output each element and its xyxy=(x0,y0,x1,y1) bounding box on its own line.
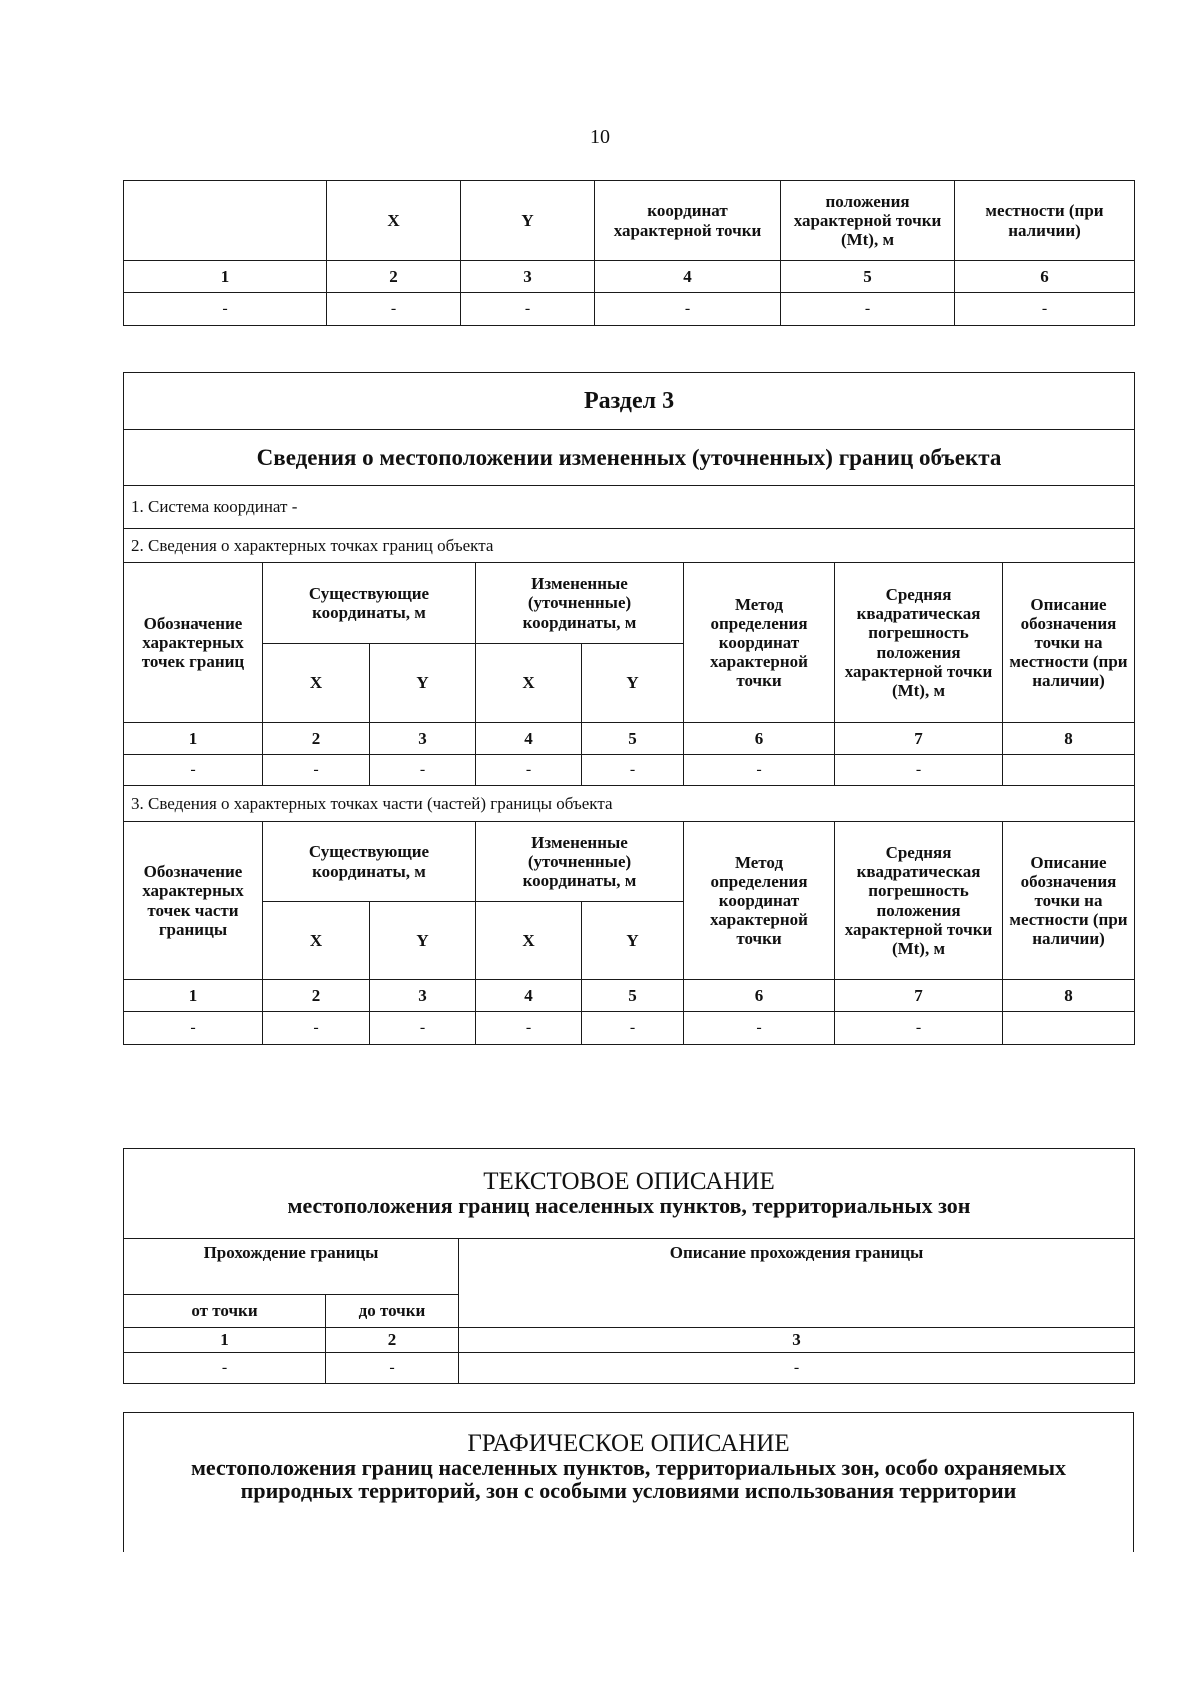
header-cell: положения характерной точки (Mt), м xyxy=(781,181,955,261)
table-cell xyxy=(1003,1012,1135,1045)
header-y: Y xyxy=(582,902,684,980)
header-changed-coordinates: Измененные (уточненные) координаты, м xyxy=(476,822,684,902)
table-cell: - xyxy=(684,1012,835,1045)
table-cell: - xyxy=(835,755,1003,786)
table-number-row xyxy=(124,980,1135,1012)
number-cell: 4 xyxy=(476,723,582,755)
table-row xyxy=(124,1353,1135,1384)
header-x: X xyxy=(263,644,370,723)
table-header-row xyxy=(124,181,1135,261)
header-x: X xyxy=(476,902,582,980)
header-y: Y xyxy=(370,644,476,723)
number-cell: 3 xyxy=(459,1328,1135,1353)
table-cell: - xyxy=(327,293,461,326)
number-cell: 4 xyxy=(476,980,582,1012)
header-description: Описание обозначения точки на местности (при наличии) xyxy=(1003,563,1135,723)
header-method: Метод определения координат характерной точки xyxy=(684,563,835,723)
header-designation: Обозначение характерных точек границ xyxy=(124,563,263,723)
number-cell: 2 xyxy=(263,723,370,755)
table-cell: - xyxy=(781,293,955,326)
header-existing-coordinates: Существующие координаты, м xyxy=(263,563,476,644)
table-cell: - xyxy=(326,1353,459,1384)
header-method: Метод определения координат характерной точки xyxy=(684,822,835,980)
table-cell: - xyxy=(124,293,327,326)
table-header-row xyxy=(124,822,1135,902)
table-cell: - xyxy=(835,1012,1003,1045)
number-cell: 1 xyxy=(124,1328,326,1353)
header-changed-coordinates: Измененные (уточненные) координаты, м xyxy=(476,563,684,644)
table-cell: - xyxy=(595,293,781,326)
number-cell: 2 xyxy=(263,980,370,1012)
number-cell: 1 xyxy=(124,980,263,1012)
header-existing-coordinates: Существующие координаты, м xyxy=(263,822,476,902)
text-description-table xyxy=(123,1148,1135,1384)
header-passage-description: Описание прохождения границы xyxy=(459,1239,1135,1328)
number-cell: 3 xyxy=(370,723,476,755)
header-cell: X xyxy=(327,181,461,261)
table-cell: - xyxy=(461,293,595,326)
graphic-description-box xyxy=(123,1412,1134,1552)
table-cell: - xyxy=(124,1012,263,1045)
header-error: Средняя квадратическая погрешность положения характерной точки (Mt), м xyxy=(835,822,1003,980)
number-cell: 5 xyxy=(582,980,684,1012)
table-cell: - xyxy=(582,1012,684,1045)
number-cell: 1 xyxy=(124,723,263,755)
table-cell: - xyxy=(582,755,684,786)
header-cell: местности (при наличии) xyxy=(955,181,1135,261)
table-row xyxy=(124,755,1135,786)
table-cell: - xyxy=(263,755,370,786)
header-y: Y xyxy=(370,902,476,980)
boundary-part-points-label: 3. Сведения о характерных точках части (частей) границы объекта xyxy=(124,786,1135,822)
number-cell: 5 xyxy=(781,261,955,293)
table-cell: - xyxy=(124,755,263,786)
number-cell: 7 xyxy=(835,980,1003,1012)
graphic-description-subtitle: местоположения границ населенных пунктов, территориальных зон, особо охраняемых природных территорий, зон с особыми условиями использования территории xyxy=(190,1455,1067,1503)
number-cell: 2 xyxy=(326,1328,459,1353)
table-row xyxy=(124,293,1135,326)
header-x: X xyxy=(476,644,582,723)
table-number-row xyxy=(124,261,1135,293)
header-x: X xyxy=(263,902,370,980)
text-description-subtitle: местоположения границ населенных пунктов, территориальных зон xyxy=(287,1193,971,1219)
text-description-title: ТЕКСТОВОЕ ОПИСАНИЕ xyxy=(483,1168,775,1196)
header-cell xyxy=(124,181,327,261)
page-number: 10 xyxy=(590,126,610,148)
header-passage: Прохождение границы xyxy=(124,1239,459,1295)
table-cell: - xyxy=(124,1353,326,1384)
header-y: Y xyxy=(582,644,684,723)
section-subtitle: Сведения о местоположении измененных (уточненных) границ объекта xyxy=(124,430,1135,486)
number-cell: 4 xyxy=(595,261,781,293)
table-cell: - xyxy=(263,1012,370,1045)
number-cell: 3 xyxy=(370,980,476,1012)
table-number-row xyxy=(124,1328,1135,1353)
table-cell: - xyxy=(684,755,835,786)
table-cell: - xyxy=(370,755,476,786)
graphic-description-title: ГРАФИЧЕСКОЕ ОПИСАНИЕ xyxy=(467,1430,790,1457)
section-title: Раздел 3 xyxy=(124,373,1135,430)
section3-table xyxy=(123,372,1135,1045)
number-cell: 3 xyxy=(461,261,595,293)
boundary-points-label: 2. Сведения о характерных точках границ объекта xyxy=(124,529,1135,563)
header-description: Описание обозначения точки на местности (при наличии) xyxy=(1003,822,1135,980)
header-cell: координат характерной точки xyxy=(595,181,781,261)
number-cell: 2 xyxy=(327,261,461,293)
header-cell: Y xyxy=(461,181,595,261)
table-cell: - xyxy=(955,293,1135,326)
number-cell: 1 xyxy=(124,261,327,293)
header-to-point: до точки xyxy=(326,1295,459,1328)
number-cell: 8 xyxy=(1003,723,1135,755)
number-cell: 6 xyxy=(684,980,835,1012)
text-description-heading xyxy=(124,1149,1135,1239)
table-cell: - xyxy=(370,1012,476,1045)
table-cell xyxy=(1003,755,1135,786)
table-cell: - xyxy=(459,1353,1135,1384)
table-row xyxy=(124,1012,1135,1045)
number-cell: 7 xyxy=(835,723,1003,755)
table-header-row xyxy=(124,563,1135,644)
header-from-point: от точки xyxy=(124,1295,326,1328)
header-designation: Обозначение характерных точек части границы xyxy=(124,822,263,980)
number-cell: 5 xyxy=(582,723,684,755)
header-error: Средняя квадратическая погрешность положения характерной точки (Mt), м xyxy=(835,563,1003,723)
number-cell: 6 xyxy=(955,261,1135,293)
number-cell: 6 xyxy=(684,723,835,755)
number-cell: 8 xyxy=(1003,980,1135,1012)
table-number-row xyxy=(124,723,1135,755)
table-cell: - xyxy=(476,1012,582,1045)
coordinate-system-label: 1. Система координат - xyxy=(124,486,1135,529)
table-top xyxy=(123,180,1135,326)
table-cell: - xyxy=(476,755,582,786)
